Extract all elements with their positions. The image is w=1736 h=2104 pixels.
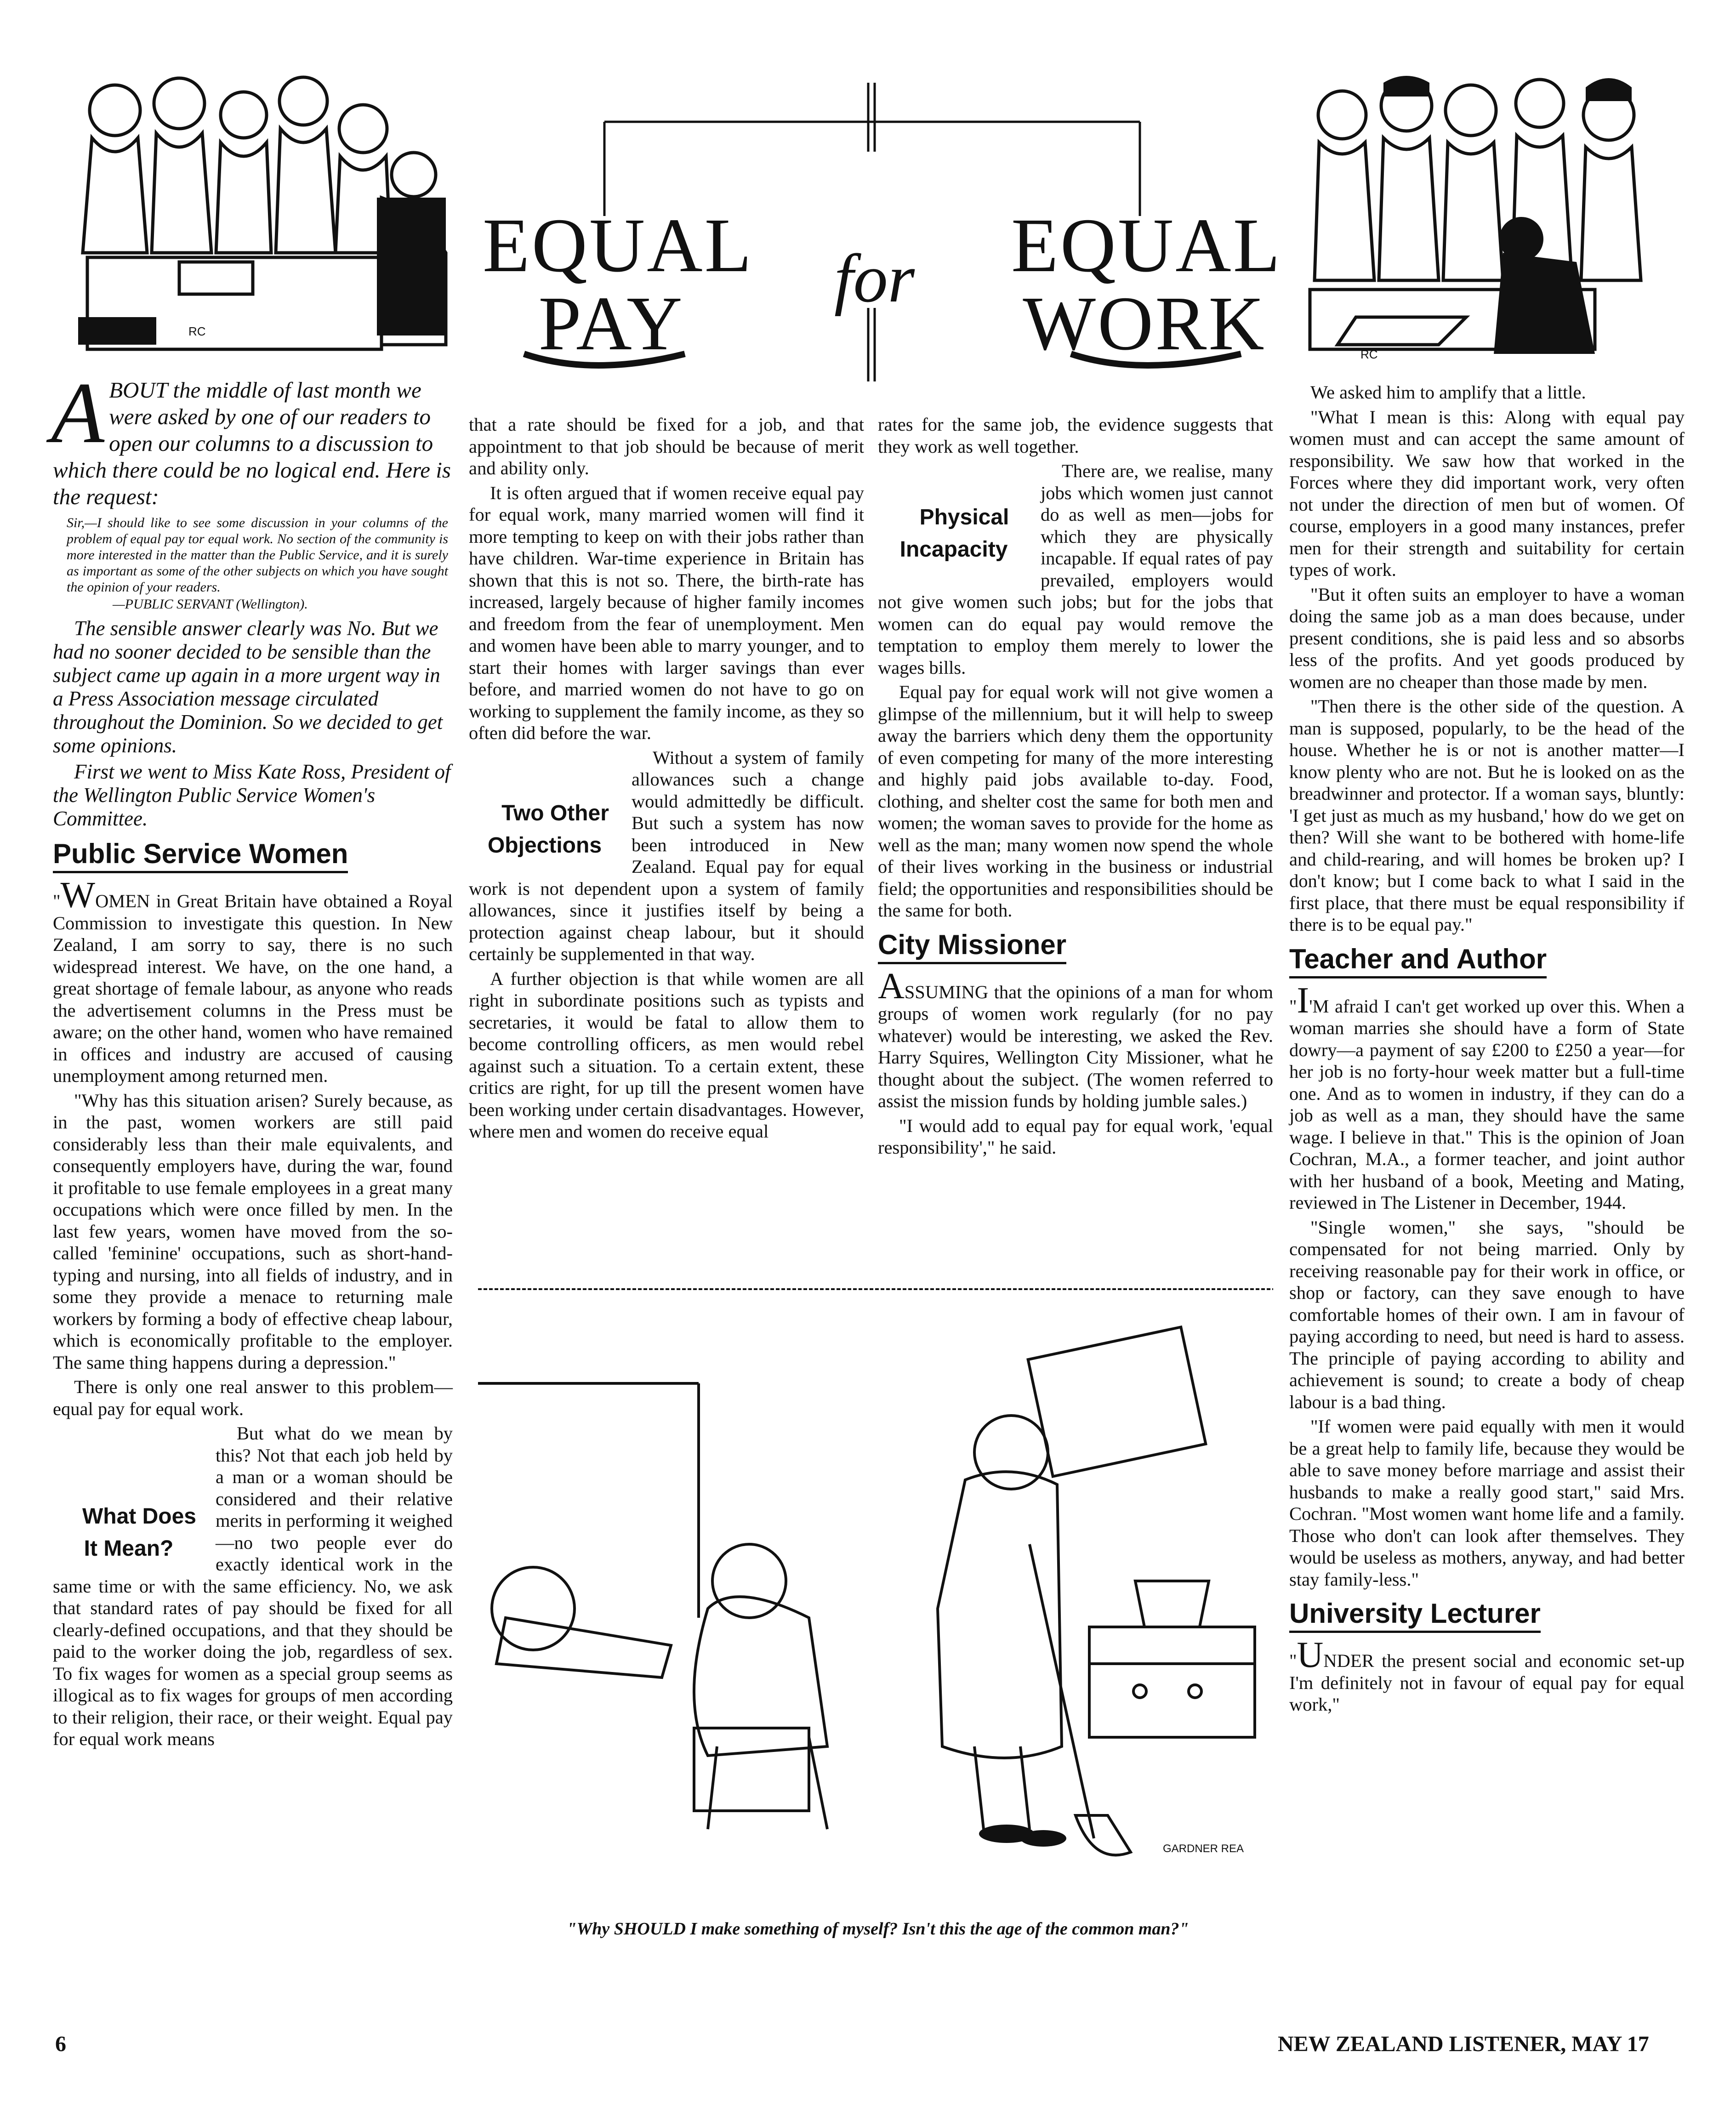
cm-dropcap: A [878,966,905,1007]
cartoon-left-signature: RC [188,324,206,338]
cartoon-office-men [60,60,455,372]
reader-letter-signature: —PUBLIC SERVANT (Wellington). [113,597,308,612]
title-pay: PAY [538,281,684,366]
col2-p3 [469,747,864,965]
ta-dropcap: I [1297,980,1309,1021]
intro-text: BOUT the middle of last month we were asked by one of our readers to open our columns to a discussion to which there could be no logical end. Here is the request: [53,377,451,509]
sidehead-physical-incapacity: Physical Incapacity [899,505,1009,562]
heading-city-missioner: City Missioner [878,929,1066,964]
col3-cm2: "I would add to equal pay for equal work, 'equal responsibility'," he said. [878,1115,1273,1158]
col4-ta3: "If women were paid equally with men it would be a great help to family life, because they would be able to save money before marriage and assist their husbands to make a really good start," said Mrs. Cochran. "Most women want home life and a family. Those who don't can look after themselves. They would be useless as mothers, anyway, and had better stay family-less." [1289,1416,1685,1590]
intro-p1: The sensible answer clearly was No. But we had no sooner decided to be sensible than the subject came up again in a more urgent way in a Press Association message circulated throughout the Dominion. So we decided to get some opinions. [53,617,443,757]
title-equal-right: EQUAL [1011,203,1282,288]
col2-p3-text: Without a system of family allowances such a change would admittedly be difficult. But such a system has now been introduced in New Zealand. Equal pay for equal work is not dependent upon a system of family allowances, since it justifies itself by being a protection against cheap labour, but it should certainly be supplemented in that way. [469,747,864,964]
cartoon-caption: "Why SHOULD I make something of myself? Isn't this the age of the common man?" [567,1919,1189,1939]
title-work: WORK [1023,281,1266,366]
sidehead-what-does-it-mean: What Does It Mean? [82,1504,196,1561]
col4-p4: "Then there is the other side of the question. A man is supposed, popularly, to be the head of the house. Whether he is or not is another matter—I know plenty who are not. But he is looked on as the breadwinner and protector. If a woman says, bluntly: 'I get just as much as my husband,' how do we get on then? Will she want to be bothered with home-life and child-rearing, and will homes be broken up? I don't know; but I come back to what I said in the first place, that there must be equal responsibility if there is to be equal pay." [1289,696,1685,935]
col4-ta1: "I'M afraid I can't get worked up over this. When a woman marries she should have a form of State dowry—a payment of say £200 to £250 a year—for her job is no forty-hour week matter but a full-time one. And as to women in industry, if they can do a job as well as a man, they should have the same wage. I believe in that." This is the opinion of Joan Cochran, M.A., a former teacher, and joint author with her husband of a book, Meeting and Mating, reviewed in The Listener in December, 1944. [1289,980,1685,1213]
intro-dropcap: A [51,365,105,461]
col2-p2: It is often argued that if women receive equal pay for equal work, many married women will find it more tempting to keep on with their jobs rather than have children. War-time experience in Britain has shown that this is not so. There, the birth-rate has increased, largely because of higher family incomes and freedom from the fear of unemployment. Men and women have been able to marry younger, and to start their homes with larger savings than ever before, and married women do not have to go on working to supplement the family income, as they so often did before the war. [469,482,864,743]
sidehead-two-other-objections: Two Other Objections [487,801,609,858]
col4-ta2: "Single women," she says, "should be compensated for not being married. Only by receiving reasonable pay for their work in office, or shop or factory, can they save enough to have comfortable homes of their own. I am in favour of paying according to need, but need is hard to assess. The principle of paying according to ability and achievement is sound; to create a body of cheap labour is a bad thing. [1289,1217,1685,1412]
cartoon-women-workers [1301,60,1678,363]
column-1 [51,365,453,1912]
col2-p1: that a rate should be fixed for a job, and that appointment to that job should be because of merit and ability only. [469,414,864,478]
col3-cm1 [878,966,1273,1112]
column-3 [878,414,1273,1296]
heading-teacher-and-author: Teacher and Author [1289,943,1547,978]
ul-dropcap: U [1297,1635,1324,1675]
col1-q4-text: But what do we mean by this? Not that each job held by a man or a woman should be considered and their relative merits in performing it weighed—no two people ever do exactly identical work in the same time or with the same efficiency. No, we ask that standard rates of pay should be fixed for all clearly-defined occupations, and that they should be paid to the worker doing the job, regardless of sex. To fix wages for women as a special group seems as illogical as to fix wages for groups of men according to their religion, their race, or their weight. Equal pay for equal work means [53,1423,453,1749]
q1-dropcap: W [60,875,96,916]
col1-q3: There is only one real answer to this problem—equal pay for equal work. [53,1376,453,1419]
ta1-text: 'M afraid I can't get worked up over this. When a woman marries she should have a form of State dowry—a payment of say £200 to £250 a year—for her job is no forty-hour week matter but a full-time one. And as to women in industry, if they can do a job as well as a man, they should have the same wage. I believe in that." This is the opinion of Joan Cochran, M.A., a former teacher, and joint author with her husband of a book, Meeting and Mating, reviewed in The Listener in December, 1944. [1289,995,1685,1213]
heading-university-lecturer: University Lecturer [1289,1598,1541,1633]
intro-paragraph [51,365,453,510]
q1-text: OMEN in Great Britain have obtained a Royal Commission to investigate this question. In New Zealand, I am sorry to say, there is no such widespread interest. We have, on the one hand, a great shortage of female labour, as anyone who reads the advertisement columns in the Press must be aware; on the other hand, women who have remained in offices and industry are accused of causing unemployment among returned men. [53,891,453,1086]
cartoon-kitchen-scene [478,1287,1273,1898]
col4-p1: We asked him to amplify that a little. [1310,382,1586,403]
reader-letter: Sir,—I should like to see some discussion in your columns of the problem of equal pay tor equal work. No section of the community is more interested in the matter than the Public Service, and it is surely as important as some of the other subjects on which you have sought the opinion of your readers. [67,515,448,595]
col1-q2: "Why has this situation arisen? Surely because, as in the past, women workers are still paid considerably less than their male equivalents, and consequently employers have, during the war, found it profitable to use female employees in a great many occupations which were once filled by men. In the last few years, women have moved from the so-called 'feminine' occupations, such as short-hand-typing and nursing, into all fields of industry, and in some they provide a menace to returning male workers by forming a body of effective cheap labour, which is economically profitable to the employer. The same thing happens during a depression." [53,1090,453,1373]
col3-p2 [878,460,1273,678]
cartoon-artist-signature: GARDNER REA [1163,1842,1244,1855]
col4-ul1: "UNDER the present social and economic set-up I'm definitely not in favour of equal pay for equal work," [1289,1635,1685,1715]
column-4 [1289,381,1685,1912]
col3-p1: rates for the same job, the evidence suggests that they work as well together. [878,414,1273,457]
publication-footer: NEW ZEALAND LISTENER, MAY 17 [1278,2032,1649,2056]
title-equal-left: EQUAL [483,203,754,288]
col2-p4: A further objection is that while women are all right in subordinate positions such as typists and secretaries, it would be fatal to allow them to become controlling officers, as men would rebel against such a situation. To a certain extent, these critics are right, for up till the present women have been working under certain disadvantages. However, where men and women do receive equal [469,968,864,1142]
col3-p3: Equal pay for equal work will not give women a glimpse of the millennium, but it will help to sweep away the barriers which deny them the opportunity of even competing for many of the more interesting and highly paid jobs available to-day. Food, clothing, and shelter cost the same for both men and women; the woman saves to provide for the home as well as the man; many women now spend the whole of their lives working in the business or industrial field; the opportunities and responsibilities should be the same for both. [878,682,1273,921]
col4-p3: "But it often suits an employer to have a woman doing the same job as a man does because, under present conditions, she is paid less and so absorbs less of the profits. And yet goods produced by women are no cheaper than those made by men. [1289,584,1685,692]
page-number: 6 [55,2032,66,2056]
ul1-text: NDER the present social and economic set-up I'm definitely not in favour of equal pay for equal work," [1289,1650,1685,1715]
col1-q1: "WOMEN in Great Britain have obtained a Royal Commission to investigate this question. In New Zealand, I am sorry to say, there is no such widespread interest. We have, on the one hand, a great shortage of female labour, as anyone who reads the advertisement columns in the Press must be aware; on the other hand, women who have remained in offices and industry are accused of causing unemployment among returned men. [53,875,453,1086]
cm1-text: SSUMING that the opinions of a man for whom groups of women work regularly (for no pay whatever) would be interesting, we asked the Rev. Harry Squires, Wellington City Missioner, what he thought about the subject. (The women referred to assist the mission funds by holding jumble sales.) [878,981,1273,1111]
title-for: for [834,240,915,317]
col4-p2: "What I mean is this: Along with equal pay women must and can accept the same amount of responsibility. We saw how that worked in the Forces where they did important work, very often not under the direction of men but of women. Of course, employers in a good many instances, prefer men for their strength and suitability for certain types of work. [1289,406,1685,580]
cartoon-right-signature: RC [1360,347,1378,361]
col3-p2-text: There are, we realise, many jobs which women just cannot do as well as men—jobs for which they are physically incapable. If equal rates of pay prevailed, employers would not give women such jobs; but for the jobs that women can do equal pay would remove the temptation to employ them merely to lower the wages bills. [878,461,1273,678]
column-2 [469,414,864,1296]
heading-public-service-women: Public Service Women [53,838,348,873]
col1-q4 [53,1422,453,1750]
intro-p2: First we went to Miss Kate Ross, President of the Wellington Public Service Women's Committee. [53,760,451,830]
